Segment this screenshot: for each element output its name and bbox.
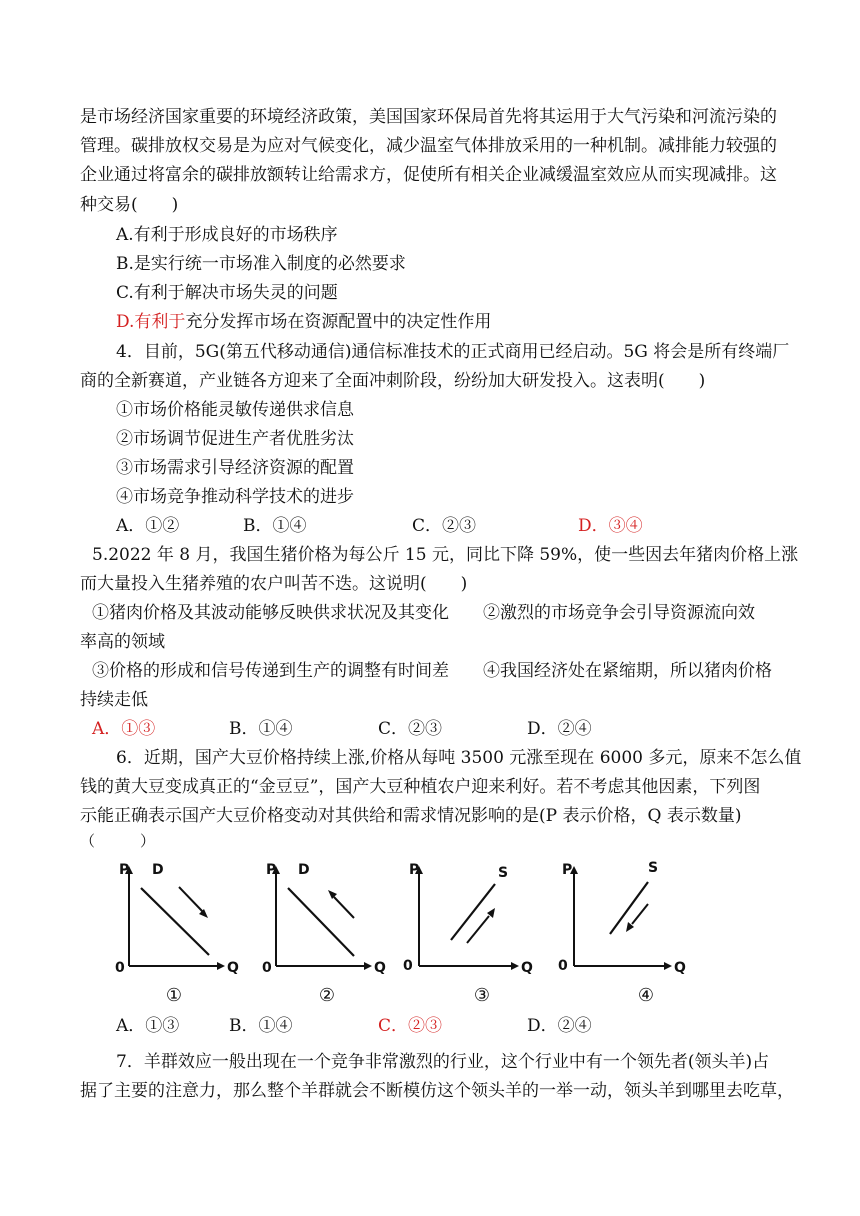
q3-option-c: C.有利于解决市场失灵的问题: [116, 283, 338, 303]
q3-option-d-text: 充分发挥市场在资源配置中的决定性作用: [185, 312, 492, 332]
q5-line-2: 而大量投入生猪养殖的农户叫苦不迭。这说明( ): [80, 574, 468, 594]
graph-4-p-label: P: [562, 862, 573, 878]
q4-item-1: ①市场价格能灵敏传递供求信息: [116, 400, 354, 420]
graph-4-arrow: [632, 904, 648, 924]
q3-option-d-highlight: D.有利于: [116, 312, 186, 332]
graph-3-s-label: S: [498, 865, 509, 881]
q4-option-c: C．②③: [412, 516, 477, 536]
graph-4-q-label: Q: [674, 960, 686, 976]
graph-3-supply-line: [451, 884, 495, 940]
q5-option-c: C．②③: [378, 719, 443, 739]
q4-option-d: D．③④: [578, 516, 643, 536]
graph-2-demand-line: [288, 888, 354, 956]
q7-line-1: 7．羊群效应一般出现在一个竞争非常激烈的行业，这个行业中有一个领先者(领头羊)占: [116, 1052, 770, 1072]
graph-2-arrow: [334, 897, 354, 918]
q3-option-d: [116, 308, 491, 336]
q3-option-b: B.是实行统一市场准入制度的必然要求: [116, 254, 406, 274]
q6-option-c: C．②③: [378, 1016, 443, 1036]
q4-option-a: A．①②: [116, 516, 180, 536]
q6-line-2: 钱的黄大豆变成真正的“金豆豆”，国产大豆种植农户迎来利好。若不考虑其他因素，下列图: [80, 777, 761, 797]
graph-1-q-label: Q: [227, 960, 239, 976]
graph-3-o-label: 0: [403, 958, 413, 974]
graph-1-d-label: D: [152, 862, 164, 878]
q3-option-a: A.有利于形成良好的市场秩序: [116, 225, 338, 245]
q6-line-1: 6．近期，国产大豆价格持续上涨,价格从每吨 3500 元涨至现在 6000 多元，原来不怎么值: [116, 748, 802, 768]
graph-4: [558, 860, 686, 980]
q3-line-1: 是市场经济国家重要的环境经济政策，美国国家环保局首先将其运用于大气污染和河流污染的: [80, 107, 777, 127]
q6-option-d: D．②④: [527, 1016, 592, 1036]
q6-option-b: B．①④: [229, 1016, 293, 1036]
q4-item-3: ③市场需求引导经济资源的配置: [116, 458, 354, 478]
graph-3-arrow: [467, 916, 489, 943]
graph-2-svg: [262, 860, 377, 980]
graph-1-demand-line: [141, 888, 209, 955]
q5-option-b: B．①④: [229, 719, 293, 739]
q5-line-6: 持续走低: [80, 690, 148, 710]
graph-2-o-label: 0: [262, 960, 272, 976]
graph-3-number: ③: [473, 985, 491, 1006]
q3-line-4: 种交易( ): [80, 195, 179, 215]
graph-4-svg: [562, 860, 677, 980]
q7-line-2: 据了主要的注意力，那么整个羊群就会不断模仿这个领头羊的一举一动，领头羊到哪里去吃草，: [80, 1081, 794, 1101]
q6-option-a: A．①③: [116, 1016, 180, 1036]
q5-option-a: A．①③: [92, 719, 156, 739]
q3-line-2: 管理。碳排放权交易是为应对气候变化，减少温室气体排放采用的一种机制。减排能力较强的: [80, 136, 777, 156]
graph-2-d-label: D: [298, 862, 310, 878]
q4-item-4: ④市场竞争推动科学技术的进步: [116, 487, 354, 507]
q5-line-1: 5.2022 年 8 月，我国生猪价格为每公斤 15 元，同比下降 59%，使一些因去年猪肉价格上涨: [92, 545, 799, 565]
graph-2-p-label: P: [266, 862, 277, 878]
q6-line-4: （ ）: [80, 832, 156, 850]
graph-4-s-label: S: [648, 860, 659, 876]
graph-1-o-label: 0: [115, 960, 125, 976]
graph-2-q-label: Q: [374, 960, 386, 976]
graph-1-number: ①: [165, 985, 183, 1006]
q4-item-2: ②市场调节促进生产者优胜劣汰: [116, 429, 354, 449]
graph-3-p-label: P: [409, 862, 420, 878]
q5-line-3: ①猪肉价格及其波动能够反映供求状况及其变化 ②激烈的市场竞争会引导资源流向效: [92, 603, 755, 623]
graph-1-p-label: P: [119, 862, 130, 878]
graph-4-number: ④: [637, 985, 655, 1006]
q6-line-3: 示能正确表示国产大豆价格变动对其供给和需求情况影响的是(P 表示价格，Q 表示数量): [80, 806, 742, 826]
graph-3-q-label: Q: [521, 960, 533, 976]
q5-line-4: 率高的领域: [80, 632, 165, 652]
q4-line-1: 4．目前，5G(第五代移动通信)通信标准技术的正式商用已经启动。5G 将会是所有终端厂: [116, 342, 790, 362]
q4-option-b: B．①④: [243, 516, 307, 536]
q4-line-2: 商的全新赛道，产业链各方迎来了全面冲刺阶段，纷纷加大研发投入。这表明( ): [80, 371, 706, 391]
q5-option-d: D．②④: [527, 719, 592, 739]
q3-line-3: 企业通过将富余的碳排放额转让给需求方，促使所有相关企业减缓温室效应从而实现减排。这: [80, 165, 777, 185]
graph-2-number: ②: [318, 985, 336, 1006]
graph-1: [115, 860, 239, 980]
graph-1-svg: [115, 860, 230, 980]
graph-3: [403, 860, 533, 980]
graph-1-arrow: [179, 887, 203, 912]
q5-line-5: ③价格的形成和信号传递到生产的调整有时间差 ④我国经济处在紧缩期，所以猪肉价格: [92, 661, 772, 681]
graph-2: [262, 860, 386, 980]
graph-4-o-label: 0: [558, 958, 568, 974]
